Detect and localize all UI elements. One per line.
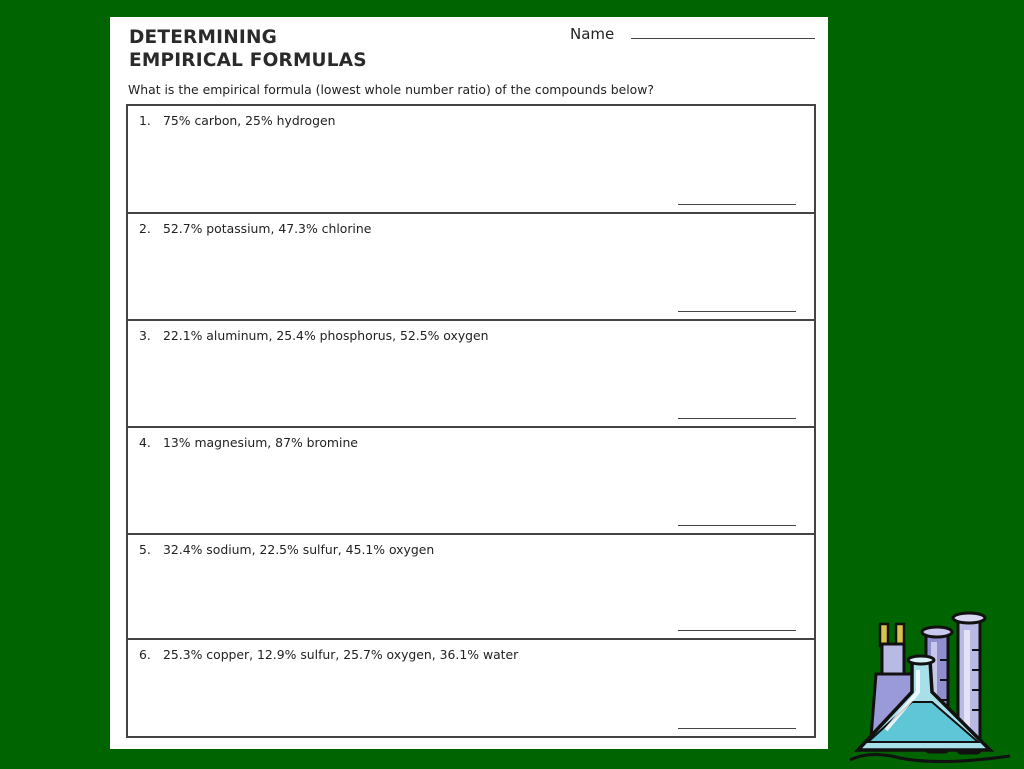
worksheet-page (110, 17, 828, 749)
problem-statement: 13% magnesium, 87% bromine (163, 435, 358, 450)
problem-row-6 (128, 638, 814, 736)
name-label: Name (570, 25, 615, 43)
problem-text (139, 542, 434, 557)
worksheet-title (129, 26, 367, 72)
problem-table (126, 104, 816, 738)
answer-line (678, 311, 796, 312)
problem-statement: 25.3% copper, 12.9% sulfur, 25.7% oxygen, 36.1% water (163, 647, 519, 662)
name-field (570, 25, 818, 45)
problem-text (139, 647, 518, 662)
problem-row-4 (128, 426, 814, 533)
problem-number: 2. (139, 221, 151, 236)
answer-line (678, 418, 796, 419)
title-line-1: DETERMINING (129, 27, 278, 48)
problem-number: 4. (139, 435, 151, 450)
problem-row-3 (128, 319, 814, 426)
problem-row-2 (128, 212, 814, 319)
problem-number: 5. (139, 542, 151, 557)
answer-line (678, 630, 796, 631)
problem-row-5 (128, 533, 814, 638)
problem-number: 3. (139, 328, 151, 343)
title-line-2: EMPIRICAL FORMULAS (129, 50, 367, 71)
instructions: What is the empirical formula (lowest whole number ratio) of the compounds below? (128, 82, 654, 97)
answer-line (678, 204, 796, 205)
problem-row-1 (128, 106, 814, 212)
lab-glassware-icon (840, 610, 1020, 765)
problem-statement: 32.4% sodium, 22.5% sulfur, 45.1% oxygen (163, 542, 435, 557)
problem-text (139, 221, 371, 236)
problem-statement: 75% carbon, 25% hydrogen (163, 113, 336, 128)
problem-number: 1. (139, 113, 151, 128)
problem-statement: 52.7% potassium, 47.3% chlorine (163, 221, 372, 236)
answer-line (678, 525, 796, 526)
answer-line (678, 728, 796, 729)
problem-text (139, 113, 335, 128)
problem-text (139, 435, 358, 450)
problem-statement: 22.1% aluminum, 25.4% phosphorus, 52.5% oxygen (163, 328, 489, 343)
problem-text (139, 328, 489, 343)
name-blank-line (631, 38, 815, 39)
problem-number: 6. (139, 647, 151, 662)
